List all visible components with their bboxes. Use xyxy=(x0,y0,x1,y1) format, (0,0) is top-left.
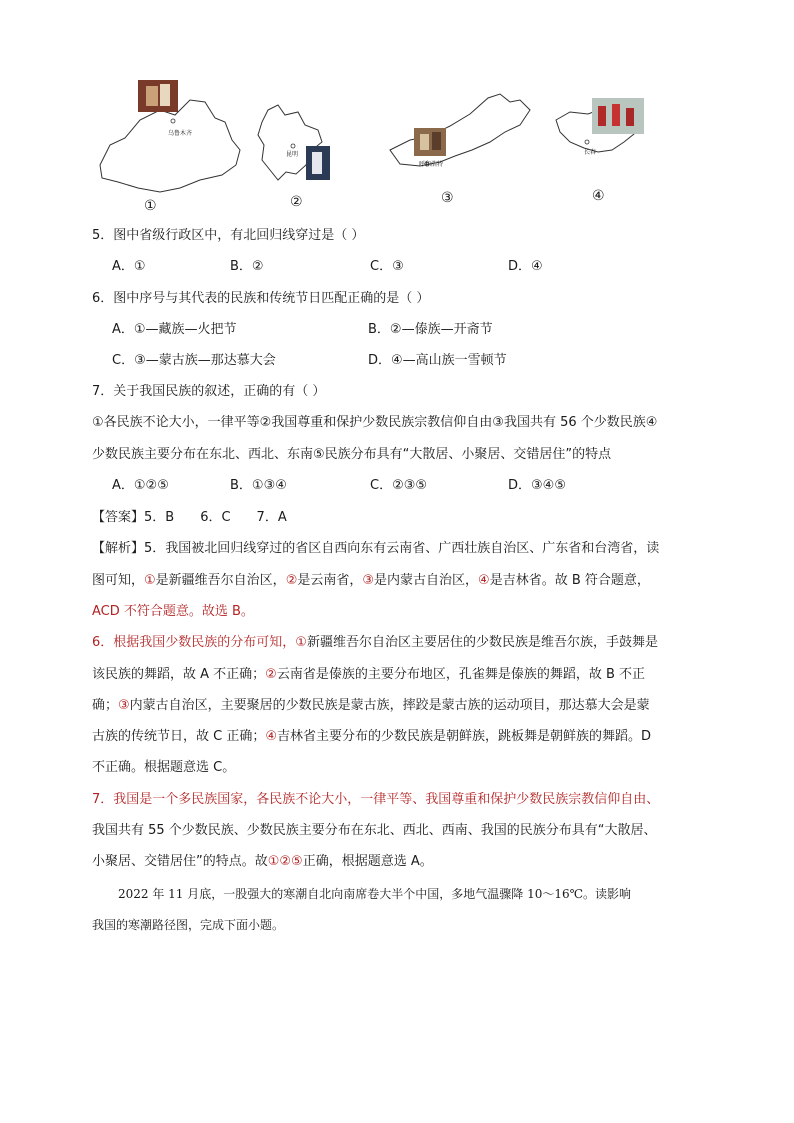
map-3-city-label: 呼和浩特 xyxy=(419,161,444,168)
photo-3 xyxy=(414,128,446,156)
map-1-caption: ① xyxy=(144,198,157,214)
q6-option-a: A．①—藏族—火把节 xyxy=(112,322,237,337)
analysis-5-line-2: 图可知，①是新疆维吾尔自治区，②是云南省，③是内蒙古自治区，④是吉林省。故 B 符合题意， xyxy=(92,573,650,588)
answer-text: 5．B 6．C 7．A xyxy=(144,510,287,525)
analysis-7-line-3: 小聚居、交错居住”的特点。故①②⑤正确，根据题意选 A。 xyxy=(92,854,433,869)
analysis-7-line-1: 7．我国是一个多民族国家，各民族不论大小，一律平等、我国尊重和保护少数民族宗教信仰自由、 xyxy=(92,792,660,807)
question-5-stem: 5．图中省级行政区中，有北回归线穿过是（ ） xyxy=(92,228,365,243)
analysis-5-line-1: 【解析】5．我国被北回归线穿过的省区自西向东有云南省、广西壮族自治区、广东省和台湾省，读 xyxy=(92,541,660,556)
q5-option-d: D．④ xyxy=(508,259,543,274)
question-6-stem: 6．图中序号与其代表的民族和传统节日匹配正确的是（ ） xyxy=(92,291,430,306)
answer-label: 【答案】 xyxy=(92,510,145,525)
analysis-6-line-1: 6．根据我国少数民族的分布可知，①新疆维吾尔自治区主要居住的少数民族是维吾尔族，手鼓舞是 xyxy=(92,635,658,650)
map-3-caption: ③ xyxy=(441,190,454,206)
question-7-body-2: 少数民族主要分布在东北、西北、东南⑤民族分布具有“大散居、小聚居、交错居住”的特点 xyxy=(92,447,612,462)
analysis-5-line-3: ACD 不符合题意。故选 B。 xyxy=(92,604,254,619)
q6-option-b: B．②—傣族—开斋节 xyxy=(368,322,493,337)
answer-line xyxy=(92,509,287,527)
question-7-body-1: ①各民族不论大小，一律平等②我国尊重和保护少数民族宗教信仰自由③我国共有 56 个少数民族④ xyxy=(92,415,658,430)
q5-option-a: A．① xyxy=(112,259,146,274)
analysis-6-line-2: 该民族的舞蹈，故 A 不正确；②云南省是傣族的主要分布地区，孔雀舞是傣族的舞蹈，故 B 不正 xyxy=(92,667,646,682)
q6-option-d: D．④—高山族一雪顿节 xyxy=(368,353,507,368)
map-xinjiang-outline xyxy=(100,100,240,192)
analysis-6-line-3: 确；③内蒙古自治区，主要聚居的少数民族是蒙古族，摔跤是蒙古族的运动项目，那达慕大会是蒙 xyxy=(92,698,650,713)
q7-option-a: A．①②⑤ xyxy=(112,478,169,493)
analysis-6-line-5: 不正确。根据题意选 C。 xyxy=(92,760,236,775)
map-4-caption: ④ xyxy=(592,188,605,204)
question-7-stem: 7．关于我国民族的叙述，正确的有（ ） xyxy=(92,384,326,399)
q6-option-c: C．③—蒙古族—那达慕大会 xyxy=(112,353,276,368)
province-maps-svg xyxy=(0,70,794,220)
q7-option-d: D．③④⑤ xyxy=(508,478,566,493)
analysis-6-line-4: 古族的传统节日，故 C 正确；④吉林省主要分布的少数民族是朝鲜族，跳板舞是朝鲜族的舞蹈。D xyxy=(92,729,652,744)
q7-option-b: B．①③④ xyxy=(230,478,287,493)
map-4-city-label: 长春 xyxy=(584,149,597,156)
q5-option-c: C．③ xyxy=(370,259,404,274)
intro-line-2: 我国的寒潮路径图，完成下面小题。 xyxy=(92,918,285,932)
map-2-city-label: 昆明 xyxy=(286,151,299,158)
map-2-caption: ② xyxy=(290,194,303,210)
map-1-city-label: 乌鲁木齐 xyxy=(168,130,193,137)
q7-option-c: C．②③⑤ xyxy=(370,478,428,493)
province-maps-figure xyxy=(0,70,794,220)
analysis-label: 【解析】 xyxy=(92,541,145,556)
map-inner-mongolia-outline xyxy=(390,94,530,166)
analysis-7-line-2: 我国共有 55 个少数民族、少数民族主要分布在东北、西北、西南、我国的民族分布具有“大散居、 xyxy=(92,823,657,838)
q5-option-b: B．② xyxy=(230,259,264,274)
intro-line-1: 2022 年 11 月底，一股强大的寒潮自北向南席卷大半个中国，多地气温骤降 10～16℃。读影响 xyxy=(118,887,632,901)
